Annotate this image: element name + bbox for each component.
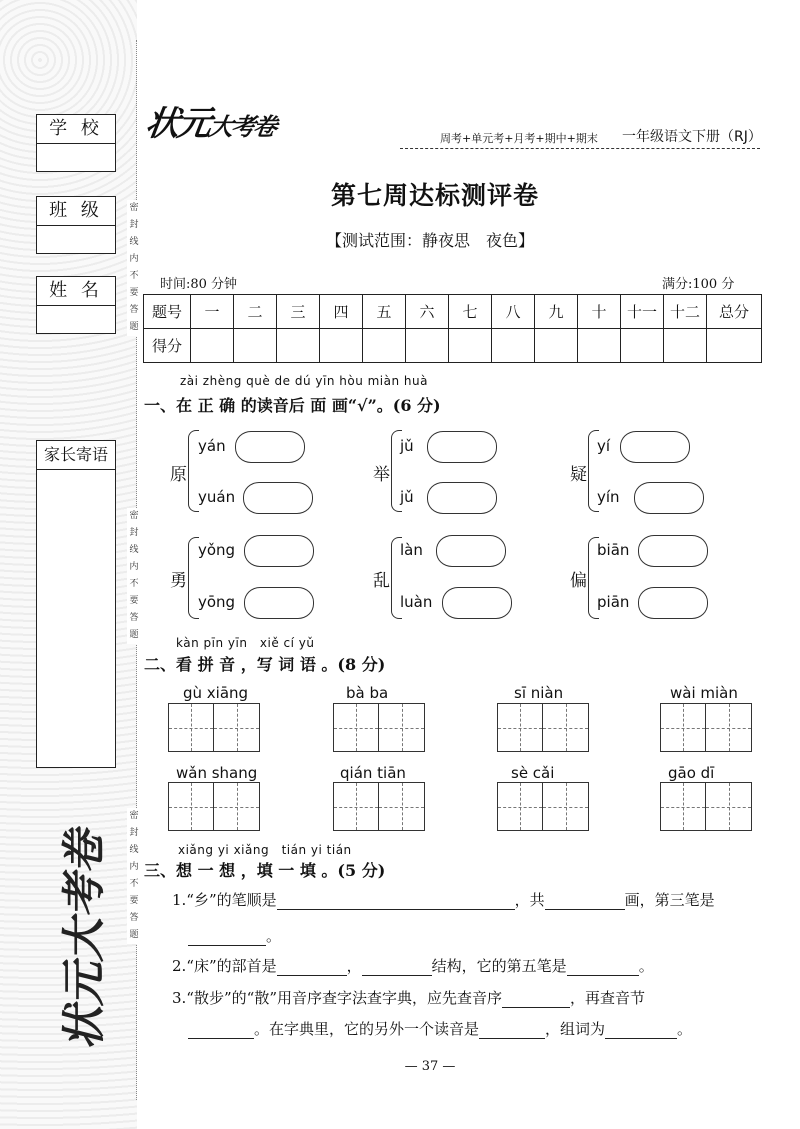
answer-cloud[interactable] bbox=[436, 535, 506, 567]
score-header-cell: 题号 bbox=[144, 295, 191, 329]
q2-title: 二、看 拼 音 ，写 词 语 。(8 分) bbox=[144, 655, 386, 674]
class-label: 班 级 bbox=[37, 197, 115, 226]
answer-cloud[interactable] bbox=[244, 535, 314, 567]
q1-char: 疑 bbox=[570, 465, 587, 485]
q3-line-1: 1.“乡”的笔顺是 ，共 画，第三笔是 bbox=[172, 891, 715, 909]
writing-grid[interactable] bbox=[497, 703, 589, 752]
answer-blank[interactable] bbox=[188, 1022, 254, 1039]
score-cell[interactable] bbox=[535, 329, 578, 363]
answer-cloud[interactable] bbox=[243, 482, 313, 514]
q1-option: yǒng bbox=[198, 541, 236, 559]
q2-word-pinyin: gāo dī bbox=[668, 764, 715, 782]
score-header-cell: 四 bbox=[320, 295, 363, 329]
q2-word-pinyin: sè cǎi bbox=[511, 764, 555, 782]
writing-grid[interactable] bbox=[660, 782, 752, 831]
score-row-label: 得分 bbox=[144, 329, 191, 363]
exam-types: 周考+单元考+月考+期中+期末 bbox=[440, 132, 598, 145]
score-cell[interactable] bbox=[492, 329, 535, 363]
time-limit: 时间:80 分钟 bbox=[160, 277, 238, 292]
q3-title: 三、想 一 想 ，填 一 填 。(5 分) bbox=[144, 861, 386, 880]
score-table bbox=[143, 294, 762, 363]
score-header-cell: 三 bbox=[277, 295, 320, 329]
q2-word-pinyin: qián tiān bbox=[340, 764, 406, 782]
q1-char: 乱 bbox=[373, 571, 390, 591]
score-header-cell: 五 bbox=[363, 295, 406, 329]
q3-line-1-cont: 。 bbox=[188, 925, 281, 946]
page-title: 第七周达标测评卷 bbox=[330, 181, 539, 210]
answer-blank[interactable] bbox=[277, 893, 515, 910]
parent-message-field[interactable] bbox=[37, 470, 115, 766]
answer-blank[interactable] bbox=[479, 1022, 545, 1039]
q1-option: yōng bbox=[198, 593, 236, 611]
grade-label: 一年级语文下册（RJ） bbox=[622, 129, 762, 145]
parent-message-label: 家长寄语 bbox=[37, 441, 115, 470]
answer-cloud[interactable] bbox=[427, 431, 497, 463]
answer-blank[interactable] bbox=[605, 1022, 677, 1039]
score-header-cell: 七 bbox=[449, 295, 492, 329]
answer-cloud[interactable] bbox=[638, 587, 708, 619]
q2-pinyin: kàn pīn yīn xiě cí yǔ bbox=[176, 636, 315, 650]
brand-logo: 状元大考卷 bbox=[142, 104, 278, 144]
test-scope: 【测试范围：静夜思 夜色】 bbox=[325, 231, 534, 250]
parent-message-box bbox=[36, 440, 116, 768]
q3-line-2: 2.“床”的部首是 ， 结构，它的第五笔是 。 bbox=[172, 957, 654, 975]
answer-cloud[interactable] bbox=[235, 431, 305, 463]
seal-text-1: 密 封 线 内 不 要 答 题 bbox=[127, 200, 141, 336]
q1-option: yuán bbox=[198, 488, 236, 506]
score-value-row bbox=[144, 329, 762, 363]
answer-cloud[interactable] bbox=[638, 535, 708, 567]
q1-char: 勇 bbox=[170, 571, 187, 591]
answer-blank[interactable] bbox=[277, 959, 347, 976]
score-cell[interactable] bbox=[707, 329, 762, 363]
q1-option: piān bbox=[597, 593, 630, 611]
writing-grid[interactable] bbox=[497, 782, 589, 831]
score-cell[interactable] bbox=[449, 329, 492, 363]
writing-grid[interactable] bbox=[333, 782, 425, 831]
name-box bbox=[36, 276, 116, 334]
answer-cloud[interactable] bbox=[244, 587, 314, 619]
score-header-cell: 十二 bbox=[664, 295, 707, 329]
header-rule bbox=[400, 148, 760, 149]
full-score: 满分:100 分 bbox=[662, 277, 735, 292]
score-cell[interactable] bbox=[277, 329, 320, 363]
page-number: — 37 — bbox=[404, 1059, 456, 1074]
name-label: 姓 名 bbox=[37, 277, 115, 306]
answer-blank[interactable] bbox=[545, 893, 625, 910]
score-cell[interactable] bbox=[320, 329, 363, 363]
q1-option: jǔ bbox=[400, 488, 414, 506]
score-cell[interactable] bbox=[621, 329, 664, 363]
q1-option: yín bbox=[597, 488, 620, 506]
q1-char: 原 bbox=[170, 465, 187, 485]
q1-pinyin: zài zhèng què de dú yīn hòu miàn huà bbox=[180, 374, 428, 388]
q2-word-pinyin: wǎn shang bbox=[176, 764, 258, 782]
writing-grid[interactable] bbox=[168, 703, 260, 752]
q1-option: luàn bbox=[400, 593, 433, 611]
score-cell[interactable] bbox=[191, 329, 234, 363]
q3-line-3-cont: 。在字典里，它的另外一个读音是 ，组词为 。 bbox=[188, 1018, 692, 1039]
answer-blank[interactable] bbox=[362, 959, 432, 976]
school-field[interactable] bbox=[37, 144, 115, 171]
sidebar-logo: 状元大考卷 bbox=[59, 830, 110, 1050]
q1-char: 举 bbox=[373, 465, 390, 485]
score-header-cell: 十一 bbox=[621, 295, 664, 329]
score-cell[interactable] bbox=[363, 329, 406, 363]
score-header-row bbox=[144, 295, 762, 329]
q1-title: 一、在 正 确 的读音后 面 画“√”。(6 分) bbox=[144, 396, 441, 415]
q1-option: jǔ bbox=[400, 437, 414, 455]
q1-option: yí bbox=[597, 437, 611, 455]
score-cell[interactable] bbox=[406, 329, 449, 363]
answer-blank[interactable] bbox=[188, 929, 266, 946]
writing-grid[interactable] bbox=[660, 703, 752, 752]
score-cell[interactable] bbox=[664, 329, 707, 363]
writing-grid[interactable] bbox=[168, 782, 260, 831]
score-cell[interactable] bbox=[234, 329, 277, 363]
answer-blank[interactable] bbox=[502, 991, 570, 1008]
score-header-cell: 一 bbox=[191, 295, 234, 329]
q3-pinyin: xiǎng yi xiǎng tián yi tián bbox=[178, 843, 352, 857]
q2-word-pinyin: bà ba bbox=[346, 684, 389, 702]
score-cell[interactable] bbox=[578, 329, 621, 363]
q1-option: làn bbox=[400, 541, 423, 559]
seal-text-3: 密 封 线 内 不 要 答 题 bbox=[127, 808, 141, 944]
q2-word-pinyin: sī niàn bbox=[514, 684, 564, 702]
score-header-cell: 二 bbox=[234, 295, 277, 329]
school-box bbox=[36, 114, 116, 172]
q2-word-pinyin: wài miàn bbox=[670, 684, 738, 702]
answer-cloud[interactable] bbox=[442, 587, 512, 619]
score-header-cell: 八 bbox=[492, 295, 535, 329]
school-label: 学 校 bbox=[37, 115, 115, 144]
score-header-cell: 九 bbox=[535, 295, 578, 329]
writing-grid[interactable] bbox=[333, 703, 425, 752]
answer-blank[interactable] bbox=[567, 959, 639, 976]
answer-cloud[interactable] bbox=[634, 482, 704, 514]
score-header-cell: 十 bbox=[578, 295, 621, 329]
answer-cloud[interactable] bbox=[620, 431, 690, 463]
q1-option: biān bbox=[597, 541, 630, 559]
seal-text-2: 密 封 线 内 不 要 答 题 bbox=[127, 508, 141, 644]
q1-option: yán bbox=[198, 437, 226, 455]
q3-line-3: 3.“散步”的“散”用音序查字法查字典，应先查音序 ，再查音节 bbox=[172, 989, 646, 1007]
score-header-cell: 总分 bbox=[707, 295, 762, 329]
q2-word-pinyin: gù xiāng bbox=[183, 684, 249, 702]
answer-cloud[interactable] bbox=[427, 482, 497, 514]
name-field[interactable] bbox=[37, 306, 115, 333]
q1-char: 偏 bbox=[570, 571, 587, 591]
score-header-cell: 六 bbox=[406, 295, 449, 329]
